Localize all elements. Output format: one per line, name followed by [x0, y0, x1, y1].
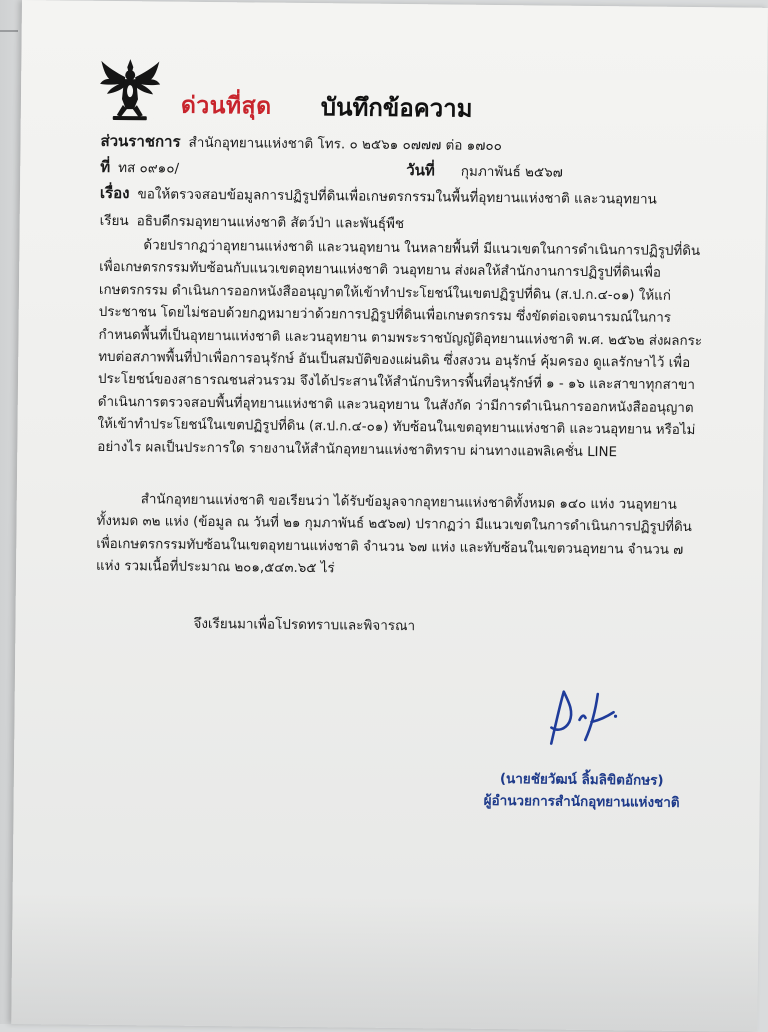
memo-paper	[11, 0, 768, 1032]
agency-row	[100, 129, 502, 157]
closing-line: จึงเรียนมาเพื่อโปรดทราบและพิจารณา	[193, 615, 416, 635]
recipient-row	[100, 209, 405, 234]
handwritten-signature	[529, 681, 640, 752]
subject-label: เรื่อง	[99, 183, 130, 203]
memo-title: บันทึกข้อความ	[320, 93, 473, 123]
recipient-label: เรียน	[99, 212, 129, 230]
date-row	[406, 158, 563, 184]
signer-name: (นายชัยวัฒน์ ลิ้มลิขิตอักษร)	[499, 771, 664, 789]
date-label: วันที่	[406, 161, 435, 180]
urgent-stamp: ด่วนที่สุด	[180, 92, 272, 120]
page-edge-mark	[0, 30, 18, 32]
body-paragraph-1: ด้วยปรากฏว่าอุทยานแห่งชาติ และวนอุทยาน ในหลายพื้นที่ มีแนวเขตในการดำเนินการปฏิรูปที่ดินเพื่อเกษตรกรรมทับซ้อนกับแนวเขตอุทยานแห่งชาติ วนอุทยาน ส่งผลให้สำนักงานการปฏิรูปที่ดินเพื่อเกษตรกรรม ดำเนินการออกหนังสืออนุญาตให้เข้าทำประโยชน์ในเขตปฏิรูปที่ดิน (ส.ป.ก.๔-๐๑) ให้แก่ประชาชน โดยไม่ชอบด้วยกฎหมายว่าด้วยการปฏิรูปที่ดินเพื่อเกษตรกรรม ซึ่งขัดต่อเจตนารมณ์ในการกำหนดพื้นที่เป็นอุทยานแห่งชาติ และวนอุทยาน ตามพระราชบัญญัติอุทยานแห่งชาติ พ.ศ. ๒๕๖๒ ส่งผลกระทบต่อสภาพพื้นที่ป่าเพื่อการอนุรักษ์ อันเป็นสมบัติของแผ่นดิน ซึ่งสงวน อนุรักษ์ คุ้มครอง ดูแลรักษาไว้ เพื่อประโยชน์ของสาธารณชนส่วนรวม จึงได้ประสานให้สำนักบริหารพื้นที่อนุรักษ์ที่ ๑ - ๑๖ และสาขาทุกสาขา ดำเนินการตรวจสอบพื้นที่อุทยานแห่งชาติ และวนอุทยาน ในสังกัด ว่ามีการดำเนินการออกหนังสืออนุญาตให้เข้าทำประโยชน์ในเขตปฏิรูปที่ดิน (ส.ป.ก.๔-๐๑) ทับซ้อนในเขตอุทยานแห่งชาติ และวนอุทยาน หรือไม่ อย่างไร ผลเป็นประการใด รายงานให้สำนักอุทยานแห่งชาติทราบ ผ่านทางแอพลิเคชั่น LINE	[97, 238, 703, 460]
recipient-value: อธิบดีกรมอุทยานแห่งชาติ สัตว์ป่า และพันธุ์พืช	[136, 213, 405, 233]
signer-position: ผู้อำนวยการสำนักอุทยานแห่งชาติ	[483, 792, 680, 811]
reference-label: ที่	[100, 157, 111, 176]
agency-value: สำนักอุทยานแห่งชาติ โทร. ๐ ๒๕๖๑ ๐๗๗๗ ต่อ ๑๗๐๐	[188, 134, 503, 155]
memo-body	[96, 235, 710, 585]
garuda-emblem-icon	[99, 57, 162, 122]
subject-value: ขอให้ตรวจสอบข้อมูลการปฏิรูปที่ดินเพื่อเกษตรกรรมในพื้นที่อุทยานแห่งชาติ และวนอุทยาน	[137, 186, 657, 208]
body-paragraph-2: สำนักอุทยานแห่งชาติ ขอเรียนว่า ได้รับข้อมูลจากอุทยานแห่งชาติทั้งหมด ๑๔๐ แห่ง วนอุทยานทั้งหมด ๓๒ แห่ง (ข้อมูล ณ วันที่ ๒๑ กุมภาพันธ์ ๒๕๖๗) ปรากฏว่า มีแนวเขตในการดำเนินการปฏิรูปที่ดินเพื่อเกษตรกรรมทับซ้อนในเขตอุทยานแห่งชาติ จำนวน ๖๗ แห่ง และทับซ้อนในเขตวนอุทยาน จำนวน ๗ แห่ง รวมเนื้อที่ประมาณ ๒๐๑,๕๔๓.๖๕ ไร่	[95, 492, 692, 577]
reference-row	[100, 155, 179, 180]
reference-value: ทส ๐๙๑๐/	[118, 160, 180, 177]
agency-label: ส่วนราชการ	[100, 131, 181, 151]
paper-shadow	[11, 894, 758, 1032]
subject-row	[100, 181, 657, 211]
date-value: กุมภาพันธ์ ๒๕๖๗	[460, 163, 563, 181]
